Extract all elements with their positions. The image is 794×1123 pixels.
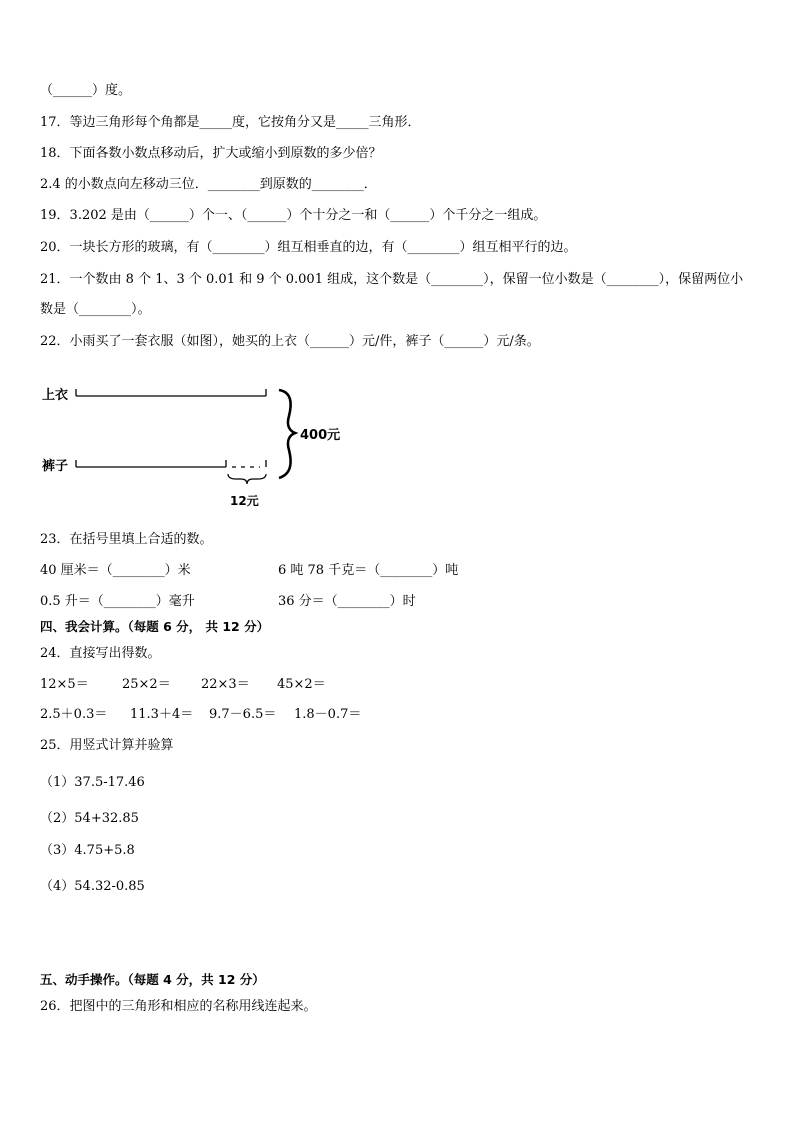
section-4-heading: 四、我会计算。（每题 6 分， 共 12 分） (40, 619, 270, 634)
question-24-title: 24．直接写出得数。 (40, 646, 161, 661)
total-brace (279, 390, 295, 478)
q24-row1-item: 45×2＝ (277, 677, 326, 692)
pants-label: 裤子 (42, 459, 69, 474)
section-5-heading: 五、动手操作。（每题 4 分，共 12 分） (40, 972, 265, 987)
question-17: 17．等边三角形每个角都是_____度，它按角分又是_____三角形． (40, 115, 421, 130)
difference-brace (228, 474, 266, 484)
q24-row1-item: 22×3＝ (201, 677, 250, 692)
q25-item: （3）4.75+5.8 (40, 843, 135, 858)
q24-row2-item: 1.8－0.7＝ (294, 707, 362, 722)
question-26: 26．把图中的三角形和相应的名称用线连起来。 (40, 999, 317, 1014)
question-23-title: 23．在括号里填上合适的数。 (40, 532, 213, 547)
question-22: 22．小雨买了一套衣服（如图），她买的上衣（______）元/件，裤子（______）元/条。 (40, 334, 540, 349)
pants-segment (76, 460, 266, 467)
question-25-title: 25．用竖式计算并验算 (40, 738, 174, 753)
shirt-label: 上衣 (42, 388, 69, 403)
question-18: 18．下面各数小数点移动后，扩大或缩小到原数的多少倍？ (40, 146, 382, 161)
question-21: 21．一个数由 8 个 1、3 个 0.01 和 9 个 0.001 组成，这个数是（________），保留一位小数是（________），保留两位小 (40, 272, 744, 287)
question-21-cont: 数是（________）。 (40, 302, 151, 317)
question-23-d: 36 分＝（________）时 (278, 594, 416, 609)
question-18-sub: 2.4 的小数点向左移动三位．________到原数的________． (40, 177, 377, 192)
question-23-b: 6 吨 78 千克＝（________）吨 (278, 563, 459, 578)
question-23-a: 40 厘米＝（________）米 (40, 563, 191, 578)
q24-row2-item: 9.7－6.5＝ (209, 707, 277, 722)
question-16-tail: （______）度。 (40, 83, 132, 98)
q25-item: （1）37.5-17.46 (40, 775, 145, 790)
difference-label: 12元 (230, 494, 259, 508)
q24-row1-item: 12×5＝ (40, 677, 89, 692)
question-20: 20．一块长方形的玻璃，有（________）组互相垂直的边，有（________）组互相平行的边。 (40, 240, 577, 255)
question-23-c: 0.5 升＝（________）毫升 (40, 594, 195, 609)
q25-item: （2）54+32.85 (40, 811, 139, 826)
question-19: 19．3.202 是由（______）个一、（______）个十分之一和（______）个千分之一组成。 (40, 208, 547, 223)
q24-row2-item: 2.5＋0.3＝ (40, 707, 108, 722)
total-label: 400元 (300, 428, 341, 443)
shirt-segment (76, 389, 266, 396)
q24-row1-item: 25×2＝ (122, 677, 171, 692)
q25-item: （4）54.32-0.85 (40, 879, 145, 894)
clothes-price-diagram (38, 378, 358, 513)
q24-row2-item: 11.3＋4＝ (130, 707, 194, 722)
